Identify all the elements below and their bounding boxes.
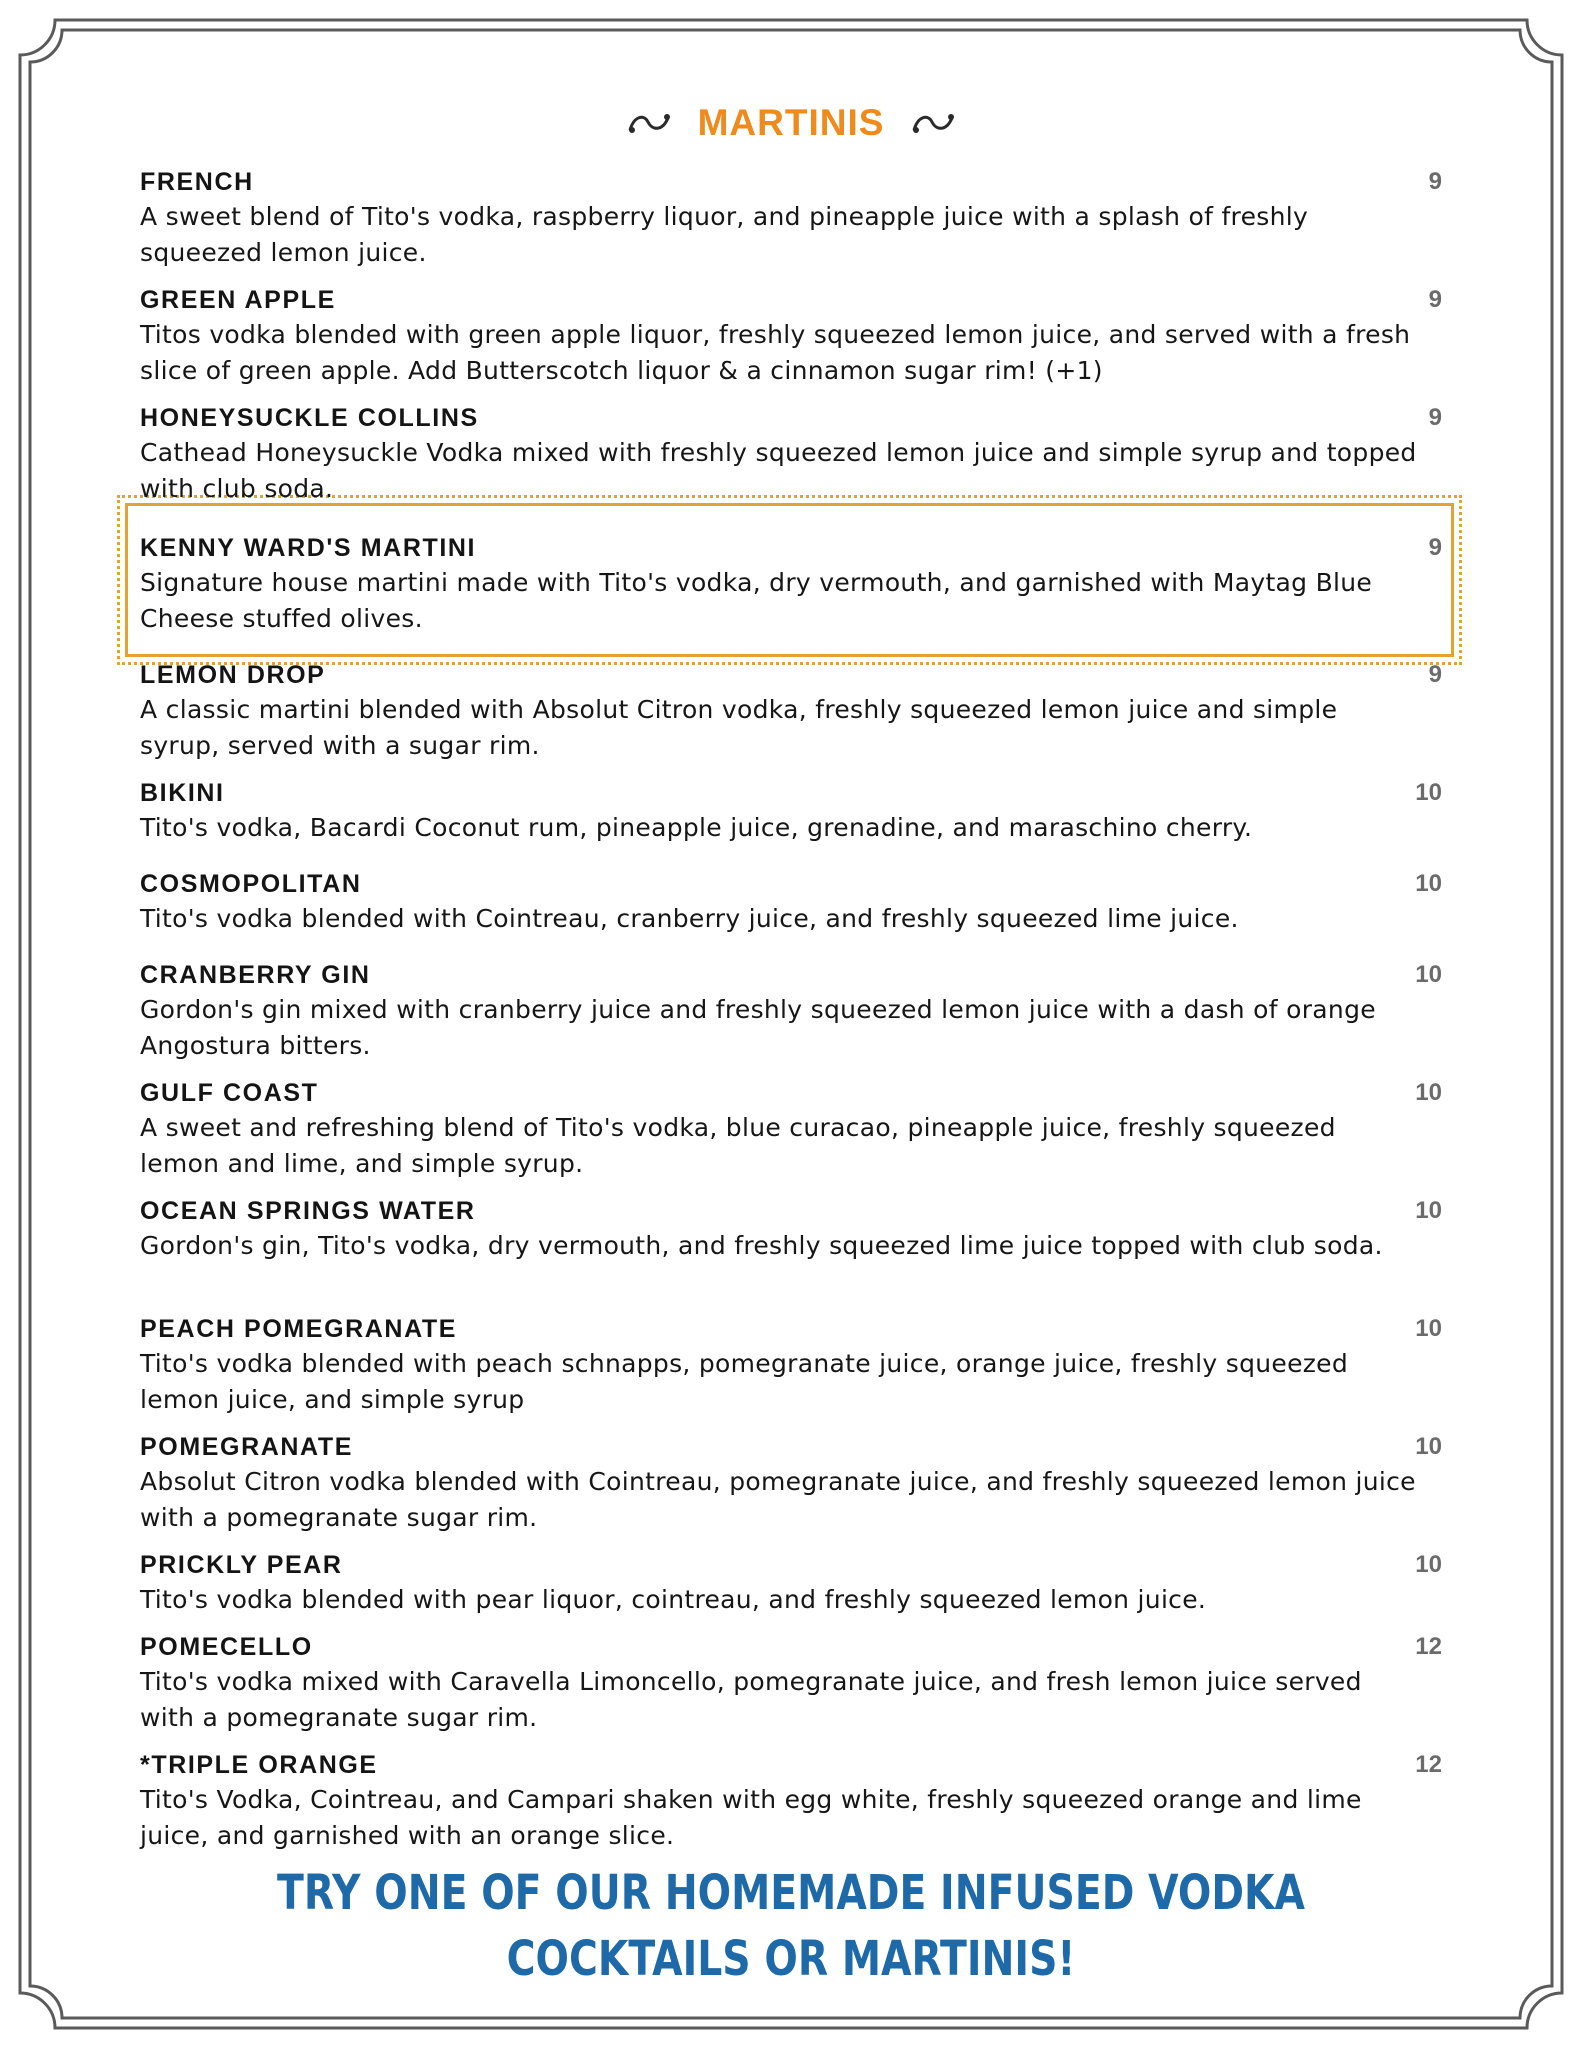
menu-item-name: KENNY WARD'S MARTINI [140,534,477,562]
menu-item-name: POMECELLO [140,1633,313,1661]
menu-item-name: LEMON DROP [140,661,326,689]
menu-item-price: 10 [1415,1315,1442,1342]
menu-item [140,1750,1450,1854]
menu-item [140,1078,1450,1182]
menu-item [140,1196,1450,1264]
footer-promo [142,1860,1439,1992]
menu-item-name: COSMOPOLITAN [140,870,362,898]
ornament-swash-icon [626,110,672,136]
menu-item [140,1314,1450,1418]
menu-item-description: Tito's vodka blended with pear liquor, cointreau, and freshly squeezed lemon juice. [140,1585,1207,1614]
ornament-swash-icon [910,110,956,136]
menu-item-name: PRICKLY PEAR [140,1551,343,1579]
menu-item-price: 9 [1428,168,1442,195]
menu-item-name: CRANBERRY GIN [140,961,371,989]
menu-item-price: 10 [1415,779,1442,806]
menu-item-name: FRENCH [140,168,254,196]
menu-item [140,960,1450,1064]
menu-item [140,1432,1450,1536]
menu-item-price: 10 [1415,961,1442,988]
menu-item [140,167,1450,271]
menu-item-description: Absolut Citron vodka blended with Cointreau, pomegranate juice, and freshly squeezed lemon juice with a pomegranate sugar rim. [140,1467,1416,1532]
footer-promo-line-1: TRY ONE OF OUR HOMEMADE INFUSED VODKA [277,1865,1305,1921]
menu-item-price: 12 [1415,1633,1442,1660]
menu-item-price: 12 [1415,1751,1442,1778]
menu-item [140,1632,1450,1736]
menu-item-description: A sweet and refreshing blend of Tito's vodka, blue curacao, pineapple juice, freshly squeezed lemon and lime, and simple syrup. [140,1113,1336,1178]
menu-item [140,660,1450,764]
menu-item [140,403,1450,507]
menu-item-featured [140,533,1450,637]
menu-item-name: PEACH POMEGRANATE [140,1315,458,1343]
menu-item [140,285,1450,389]
menu-item-price: 9 [1428,286,1442,313]
menu-item-description: A classic martini blended with Absolut Citron vodka, freshly squeezed lemon juice and simple syrup, served with a sugar rim. [140,695,1338,760]
footer-promo-line-2: COCKTAILS OR MARTINIS! [506,1931,1076,1987]
menu-item-price: 9 [1428,404,1442,431]
menu-item-description: Cathead Honeysuckle Vodka mixed with freshly squeezed lemon juice and simple syrup and topped with club soda. [140,438,1417,503]
menu-item-price: 9 [1428,661,1442,688]
menu-item-description: Tito's vodka blended with Cointreau, cranberry juice, and freshly squeezed lime juice. [140,904,1239,933]
menu-item-name: OCEAN SPRINGS WATER [140,1197,476,1225]
menu-item-name: HONEYSUCKLE COLLINS [140,404,479,432]
menu-item [140,1550,1450,1618]
menu-item-price: 10 [1415,1433,1442,1460]
menu-item-description: Tito's vodka mixed with Caravella Limoncello, pomegranate juice, and fresh lemon juice served with a pomegranate sugar rim. [140,1667,1362,1732]
menu-item-description: Tito's vodka, Bacardi Coconut rum, pineapple juice, grenadine, and maraschino cherry. [140,813,1253,842]
menu-item-description: Tito's vodka blended with peach schnapps, pomegranate juice, orange juice, freshly squeezed lemon juice, and simple syrup [140,1349,1349,1414]
menu-item-description: Tito's Vodka, Cointreau, and Campari shaken with egg white, freshly squeezed orange and lime juice, and garnished with an orange slice. [140,1785,1362,1850]
menu-item-description: Gordon's gin, Tito's vodka, dry vermouth, and freshly squeezed lime juice topped with club soda. [140,1231,1383,1260]
menu-item-name: BIKINI [140,779,225,807]
section-heading [0,100,1582,144]
menu-item-price: 9 [1428,534,1442,561]
section-title: MARTINIS [697,102,885,144]
menu-item [140,869,1450,937]
menu-item-name: POMEGRANATE [140,1433,353,1461]
menu-item-name: GULF COAST [140,1079,319,1107]
menu-item-description: A sweet blend of Tito's vodka, raspberry liquor, and pineapple juice with a splash of freshly squeezed lemon juice. [140,202,1309,267]
menu-item-price: 10 [1415,1551,1442,1578]
menu-item-price: 10 [1415,870,1442,897]
menu-item-description: Gordon's gin mixed with cranberry juice and freshly squeezed lemon juice with a dash of orange Angostura bitters. [140,995,1376,1060]
menu-item-description: Titos vodka blended with green apple liquor, freshly squeezed lemon juice, and served with a fresh slice of green apple. Add Butterscotch liquor & a cinnamon sugar rim! (+1) [140,320,1411,385]
menu-item-name: GREEN APPLE [140,286,336,314]
menu-item-description: Signature house martini made with Tito's vodka, dry vermouth, and garnished with Maytag Blue Cheese stuffed olives. [140,568,1373,633]
menu-item-name: *TRIPLE ORANGE [140,1751,378,1779]
menu-item-price: 10 [1415,1197,1442,1224]
menu-item [140,778,1450,846]
menu-item-price: 10 [1415,1079,1442,1106]
